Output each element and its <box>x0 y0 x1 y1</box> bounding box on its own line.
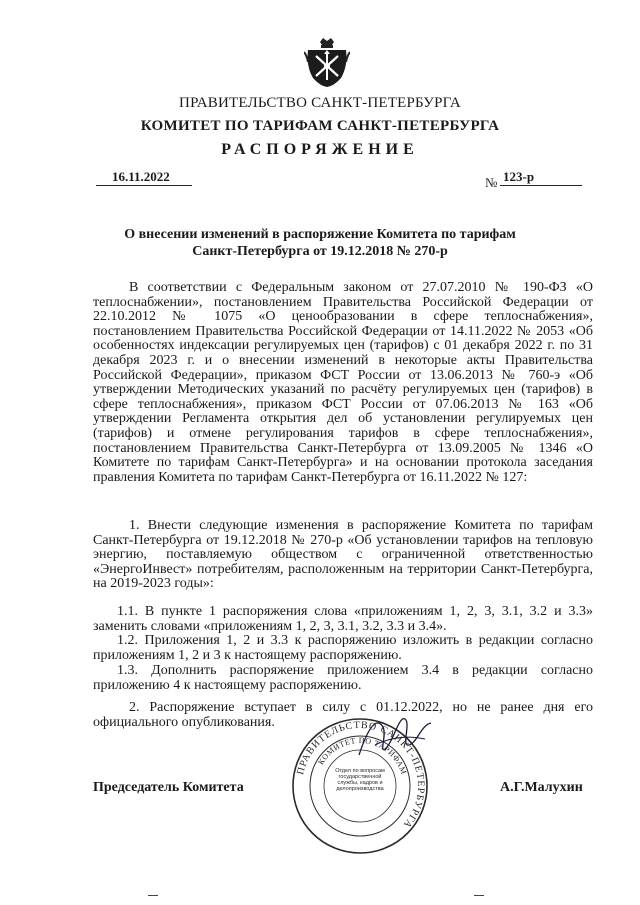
subject-line-2: Санкт-Петербурга от 19.12.2018 № 270-р <box>192 244 448 259</box>
document-subject <box>0 226 640 260</box>
subject-line-1: О внесении изменений в распоряжение Комитета по тарифам <box>124 227 516 242</box>
clause-1-3: 1.3. Дополнить распоряжение приложением 3.4 в редакции согласно приложению 4 к настоящему распоряжению. <box>93 663 593 693</box>
seal-inner-text: КОМИТЕТ ПО ТАРИФАМ <box>316 735 409 776</box>
document-date: 16.11.2022 <box>112 169 170 184</box>
committee-name: КОМИТЕТ ПО ТАРИФАМ САНКТ-ПЕТЕРБУРГА <box>140 118 500 134</box>
signatory-title: Председатель Комитета <box>93 780 244 795</box>
preamble-paragraph: В соответствии с Федеральным законом от 27.07.2010 № 190-ФЗ «О теплоснабжении», постановлением Правительства Российской Федерации от 22.10.2012 № 1075 «О ценообразовании в сфере теплоснабжения», постановлением Правительства Российской Федерации от 14.11.2022 № 2053 «Об особенностях индексации регулируемых цен (тарифов) с 01 декабря 2022 г. по 31 декабря 2023 г. и о внесении изменений в некоторые акты Правительства Российской Федерации», приказом ФСТ России от 13.06.2013 № 760-э «Об утверждении Методических указаний по расчёту регулируемых цен (тарифов) в сфере теплоснабжения», приказом ФСТ России от 07.06.2013 № 163 «Об утверждении Регламента открытия дел об установлении регулируемых цен (тарифов) и отмене регулирования тарифов в сфере теплоснабжения», постановлением Правительства Санкт-Петербурга от 13.09.2005 № 1346 «О Комитете по тарифам Санкт-Петербурга» и на основании протокола заседания правления Комитета по тарифам Санкт-Петербурга от 16.11.2022 № 127: <box>93 280 593 485</box>
handwritten-signature <box>355 705 435 765</box>
number-sign: № <box>485 175 498 190</box>
seal-outer-text: ПРАВИТЕЛЬСТВО САНКТ-ПЕТЕРБУРГА <box>295 719 427 831</box>
signatory-name: А.Г.Малухин <box>500 780 583 795</box>
clause-1-2: 1.2. Приложения 1, 2 и 3.3 к распоряжению изложить в редакции согласно приложениям 1, 2 и 3 к настоящему распоряжению. <box>93 633 593 663</box>
date-underline <box>96 185 192 186</box>
document-type-title: РАСПОРЯЖЕНИЕ <box>221 141 419 158</box>
seal-center-text: Отдел по вопросам государственной службы, кадров и делопроизводства <box>335 768 385 792</box>
clause-1: 1. Внести следующие изменения в распоряжение Комитета по тарифам Санкт-Петербурга от 19.12.2018 № 270-р «Об установлении тарифов на тепловую энергию, поставляемую обществом с ограниченной ответственностью «ЭнергоИнвест» потребителям, расположенным на территории Санкт-Петербурга, на 2019-2023 годы»: <box>93 518 593 592</box>
clause-1-1: 1.1. В пункте 1 распоряжения слова «приложениям 1, 2, 3, 3.1, 3.2 и 3.3» заменить словами «приложениям 1, 2, 3, 3.1, 3.2, 3.3 и 3.4». <box>93 604 593 634</box>
government-name: ПРАВИТЕЛЬСТВО САНКТ-ПЕТЕРБУРГА <box>179 95 461 111</box>
coat-of-arms-emblem <box>304 36 350 88</box>
number-underline <box>500 185 582 186</box>
document-number: 123-р <box>503 169 535 184</box>
clause-2: 2. Распоряжение вступает в силу с 01.12.2022, но не ранее дня его официального опубликования. <box>93 700 593 730</box>
footer-mark-left <box>148 895 158 896</box>
footer-mark-right <box>474 895 484 896</box>
